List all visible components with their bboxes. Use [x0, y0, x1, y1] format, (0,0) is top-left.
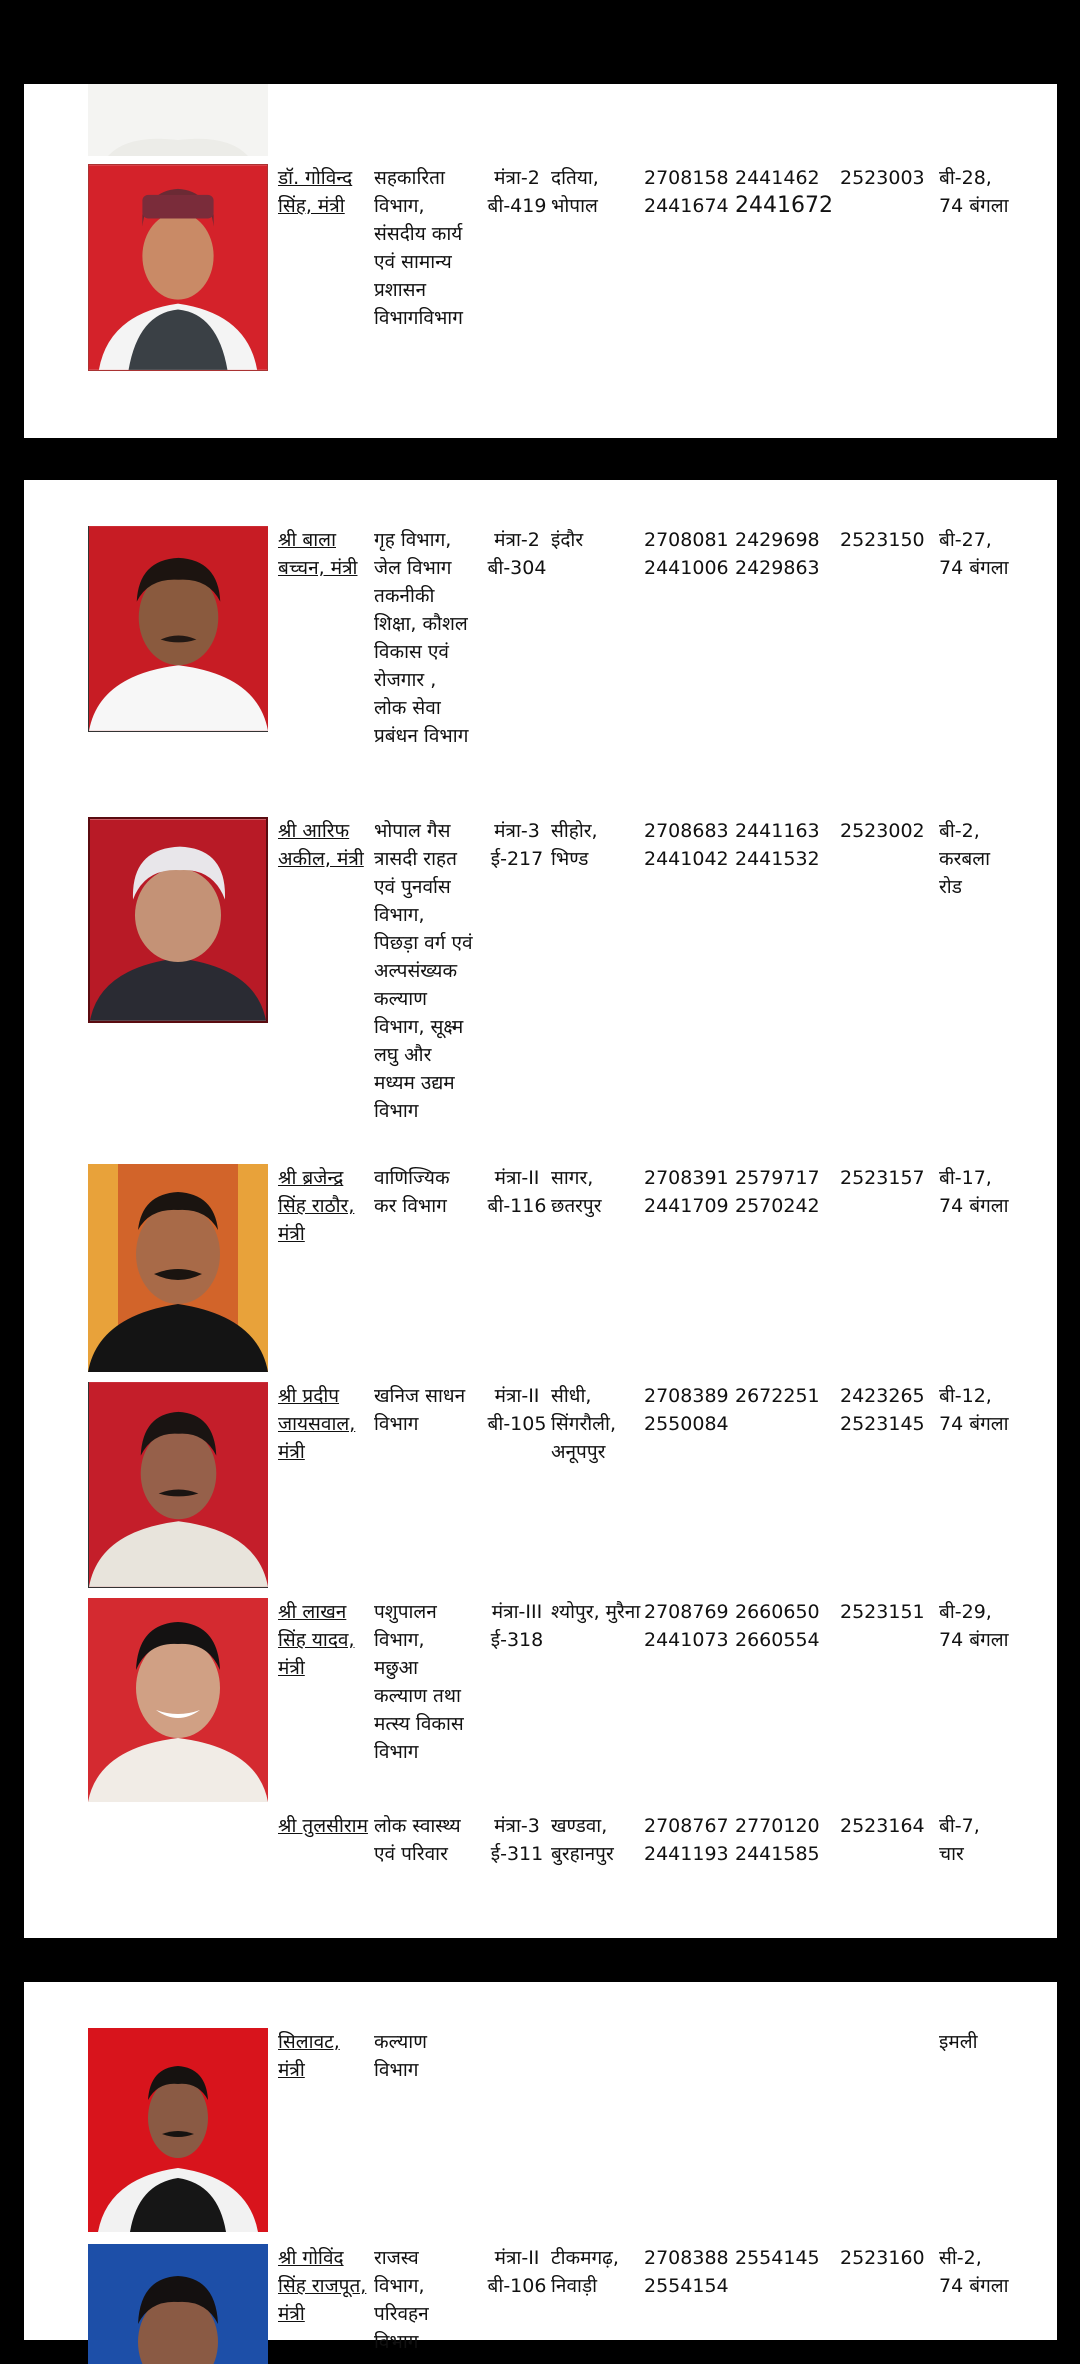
- minister-office: मंत्रा-3 ई-311: [490, 1815, 544, 1865]
- minister-office: मंत्रा-2 बी-419: [487, 167, 547, 217]
- fax-number: 2523157: [840, 1167, 925, 1189]
- minister-department: भोपाल गैस त्रासदी राहत एवं पुनर्वास विभाग, पिछड़ा वर्ग एवं अल्पसंख्यक कल्याण विभाग, सूक्ष्म लघु और मध्यम उद्यम विभाग: [374, 820, 473, 1122]
- minister-name[interactable]: डॉ. गोविन्द सिंह, मंत्री: [278, 167, 353, 217]
- minister-address: बी-28, 74 बंगला: [939, 167, 1009, 217]
- minister-district: दतिया, भोपाल: [551, 167, 599, 217]
- office-phone: 2708081 2441006: [644, 529, 729, 579]
- minister-district: टीकमगढ़, निवाड़ी: [551, 2247, 619, 2297]
- minister-office: मंत्रा-II बी-105: [487, 1385, 547, 1435]
- document-page: [24, 84, 1057, 438]
- minister-name[interactable]: श्री लाखन सिंह यादव, मंत्री: [278, 1601, 355, 1679]
- minister-address: बी-12, 74 बंगला: [939, 1385, 1009, 1435]
- residence-phone: 2579717 2570242: [735, 1167, 820, 1217]
- minister-photo: [88, 1598, 268, 1802]
- minister-address: बी-2, करबला रोड: [939, 820, 991, 898]
- office-phone: 2708389 2550084: [644, 1385, 729, 1435]
- minister-department: कल्याण विभाग: [374, 2031, 427, 2081]
- minister-address: सी-2, 74 बंगला: [939, 2247, 1009, 2297]
- minister-address: बी-27, 74 बंगला: [939, 529, 1009, 579]
- minister-photo: [88, 2244, 268, 2364]
- fax-number: 2523160: [840, 2247, 925, 2269]
- minister-name[interactable]: श्री आरिफ अकील, मंत्री: [278, 820, 364, 870]
- minister-address: बी-7, चार: [939, 1815, 980, 1865]
- fax-number: 2423265 2523145: [840, 1385, 925, 1435]
- minister-address: इमली: [939, 2031, 978, 2053]
- minister-district: सीहोर, भिण्ड: [551, 820, 598, 870]
- minister-photo: [88, 817, 268, 1023]
- office-phone: 2708158 2441674: [644, 167, 729, 217]
- minister-name[interactable]: श्री तुलसीराम: [278, 1815, 368, 1837]
- office-phone: 2708391 2441709: [644, 1167, 729, 1217]
- minister-department: सहकारिता विभाग, संसदीय कार्य एवं सामान्य प्रशासन विभागविभाग: [374, 167, 463, 329]
- minister-name[interactable]: सिलावट, मंत्री: [278, 2031, 340, 2081]
- minister-district: सीधी, सिंगरौली, अनूपपुर: [551, 1385, 616, 1463]
- fax-number: 2523150: [840, 529, 925, 551]
- minister-photo: [88, 1164, 268, 1372]
- residence-phone: 2770120 2441585: [735, 1815, 820, 1865]
- minister-name[interactable]: श्री प्रदीप जायसवाल, मंत्री: [278, 1385, 356, 1463]
- minister-district: श्योपुर, मुरैना: [551, 1601, 641, 1623]
- minister-district: खण्डवा, बुरहानपुर: [551, 1815, 614, 1865]
- residence-phone: [735, 164, 831, 220]
- minister-photo: [88, 526, 268, 732]
- minister-photo: [88, 2028, 268, 2232]
- office-phone: 2708767 2441193: [644, 1815, 729, 1865]
- minister-department: खनिज साधन विभाग: [374, 1385, 466, 1435]
- minister-district: सागर, छतरपुर: [551, 1167, 602, 1217]
- minister-name[interactable]: श्री गोविंद सिंह राजपूत, मंत्री: [278, 2247, 367, 2325]
- office-phone: 2708683 2441042: [644, 820, 729, 870]
- office-phone: 2708388 2554154: [644, 2247, 729, 2297]
- residence-phone: 2441163 2441532: [735, 820, 820, 870]
- document-page: [24, 480, 1057, 1938]
- fax-number: 2523002: [840, 820, 925, 842]
- fax-number: 2523164: [840, 1815, 925, 1837]
- minister-office: मंत्रा-2 बी-304: [487, 529, 547, 579]
- minister-address: बी-29, 74 बंगला: [939, 1601, 1009, 1651]
- fax-number: 2523151: [840, 1601, 925, 1623]
- minister-office: मंत्रा-3 ई-217: [490, 820, 544, 870]
- minister-department: लोक स्वास्थ्य एवं परिवार: [374, 1815, 461, 1865]
- document-page: [24, 1982, 1057, 2353]
- minister-photo: [88, 164, 268, 371]
- minister-department: गृह विभाग, जेल विभाग तकनीकी शिक्षा, कौशल विकास एवं रोजगार , लोक सेवा प्रबंधन विभाग: [374, 529, 469, 747]
- residence-phone: 2672251: [735, 1385, 820, 1407]
- minister-department: राजस्व विभाग, परिवहन विभाग: [374, 2247, 429, 2353]
- office-phone: 2708769 2441073: [644, 1601, 729, 1651]
- minister-department: वाणिज्यिक कर विभाग: [374, 1167, 450, 1217]
- partial-photo: [88, 84, 268, 156]
- residence-phone-2: 2441672: [735, 193, 833, 218]
- residence-phone: 2429698 2429863: [735, 529, 820, 579]
- fax-number: 2523003: [840, 167, 925, 189]
- minister-name[interactable]: श्री ब्रजेन्द्र सिंह राठौर, मंत्री: [278, 1167, 355, 1245]
- minister-office: मंत्रा-III ई-318: [490, 1601, 544, 1651]
- minister-address: बी-17, 74 बंगला: [939, 1167, 1009, 1217]
- minister-name[interactable]: श्री बाला बच्चन, मंत्री: [278, 529, 358, 579]
- residence-phone: 2554145: [735, 2247, 820, 2269]
- minister-department: पशुपालन विभाग, मछुआ कल्याण तथा मत्स्य विकास विभाग: [374, 1601, 464, 1763]
- minister-photo: [88, 1382, 268, 1588]
- residence-phone-1: 2441462: [735, 167, 820, 189]
- minister-district: इंदौर: [551, 529, 584, 551]
- minister-office: मंत्रा-II बी-116: [487, 1167, 547, 1217]
- residence-phone: 2660650 2660554: [735, 1601, 820, 1651]
- minister-office: मंत्रा-II बी-106: [487, 2247, 547, 2297]
